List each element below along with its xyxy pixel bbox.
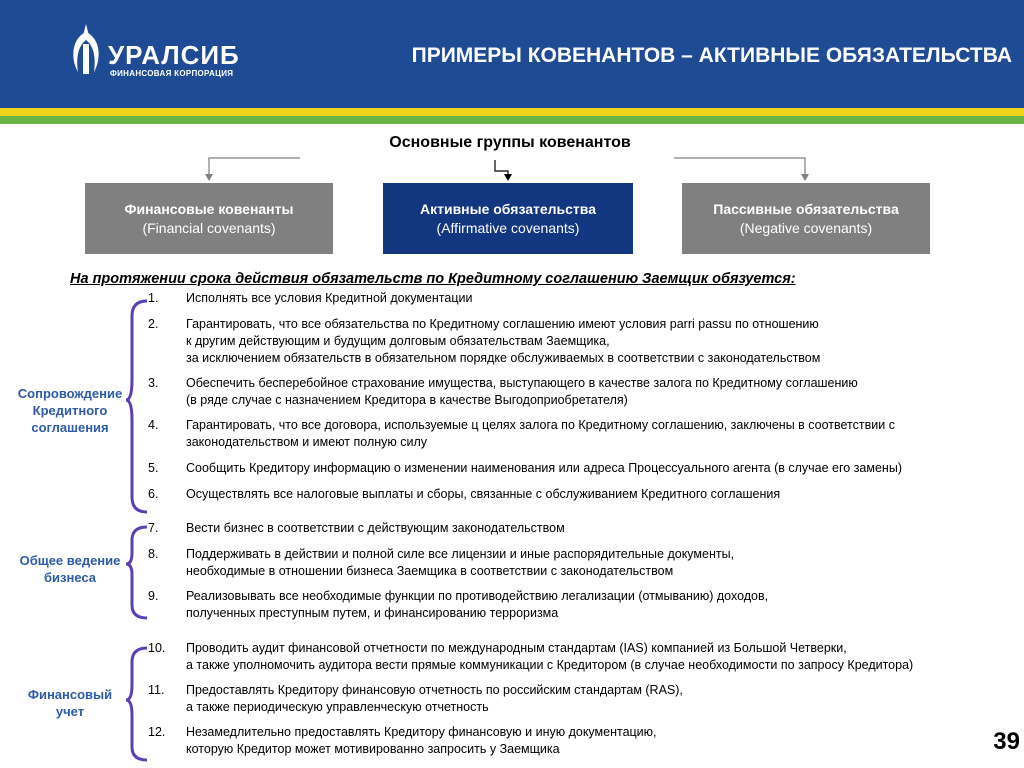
list-item-number: 11. — [148, 683, 165, 697]
group-box-financial-subtitle: (Financial covenants) — [142, 219, 276, 236]
list-item-number: 7. — [148, 521, 159, 535]
section-label-credit-support — [8, 385, 132, 436]
page-number: 39 — [993, 728, 1020, 755]
group-box-negative-subtitle: (Negative covenants) — [739, 219, 873, 236]
list-item-line: необходимые в отношении бизнеса Заемщика в соответствии с законодательством — [186, 564, 674, 578]
list-item-line: за исключением обязательств в обязательном порядке обслуживаемых в соответствии с законодательством — [186, 351, 821, 365]
list-item-number: 5. — [148, 461, 159, 475]
list-item-line: Обеспечить бесперебойное страхование имущества, выступающего в качестве залога по Кредитному соглашению — [186, 376, 858, 390]
list-item-line: а также периодическую управленческую отчетность — [186, 700, 489, 714]
section-label-line: учет — [55, 704, 85, 719]
list-item-line: к другим действующим и будущим долговым обязательствам Заемщика, — [186, 334, 610, 348]
group-box-financial-title: Финансовые ковенанты — [124, 200, 294, 217]
section-label-line: Финансовый — [27, 687, 113, 702]
list-item-line: Реализовывать все необходимые функции по противодействию легализации (отмыванию) доходов, — [186, 589, 769, 603]
section-label-financial-accounting — [8, 686, 132, 720]
groups-title: Основные группы ковенантов — [389, 134, 631, 151]
list-item-line: Осуществлять все налоговые выплаты и сборы, связанные с обслуживанием Кредитного соглашения — [186, 487, 781, 501]
logo-name: УРАЛСИБ — [108, 40, 240, 70]
group-box-negative-title: Пассивные обязательства — [713, 200, 899, 217]
section-braces — [0, 0, 160, 768]
section-label-general-business — [8, 552, 132, 586]
group-box-affirmative — [383, 183, 633, 254]
list-item-line: которую Кредитор может мотивированно запросить у Заемщика — [186, 742, 560, 756]
list-item-line: Сообщить Кредитору информацию о изменении наименования или адреса Процессуального агента (в случае его замены) — [186, 461, 902, 475]
list-item-line: законодательством и имеют полную силу — [186, 435, 428, 449]
list-item-number: 9. — [148, 589, 159, 603]
list-item-line: Исполнять все условия Кредитной документации — [186, 291, 473, 305]
list-item-line: Гарантировать, что все обязательства по Кредитному соглашению имеют условия parri passu по отношению — [186, 317, 819, 331]
section-label-line: Кредитного — [32, 403, 108, 418]
list-item-line: Поддерживать в действии и полной силе все лицензии и иные распорядительные документы, — [186, 547, 735, 561]
page-title: ПРИМЕРЫ КОВЕНАНТОВ – АКТИВНЫЕ ОБЯЗАТЕЛЬСТВА — [411, 44, 1012, 67]
list-item-line: Незамедлительно предоставлять Кредитору финансовую и иную документацию, — [186, 725, 657, 739]
list-item-number: 8. — [148, 547, 159, 561]
list-item-line: полученных преступным путем, и финансированию терроризма — [186, 606, 559, 620]
list-item-number: 12. — [148, 725, 166, 739]
obligations-intro: На протяжении срока действия обязательств по Кредитному соглашению Заемщик обязуется: — [70, 271, 796, 287]
list-item-number: 4. — [148, 418, 159, 432]
section-label-line: Общее ведение — [19, 553, 121, 568]
list-item-number: 6. — [148, 487, 159, 501]
list-item-number: 3. — [148, 376, 159, 390]
group-box-affirmative-subtitle: (Affirmative covenants) — [436, 219, 580, 236]
list-item-line: Предоставлять Кредитору финансовую отчетность по российским стандартам (RAS), — [186, 683, 683, 697]
group-box-negative — [682, 183, 930, 254]
list-item-number: 10. — [148, 641, 166, 655]
section-label-line: соглашения — [31, 420, 109, 435]
section-label-line: бизнеса — [43, 570, 96, 585]
group-box-affirmative-title: Активные обязательства — [419, 200, 596, 217]
list-item-line: (в ряде случае с назначением Кредитора в качестве Выгодоприобретателя) — [186, 393, 628, 407]
list-item-number: 1. — [148, 291, 159, 305]
list-item-line: Проводить аудит финансовой отчетности по международным стандартам (IAS) компанией из Большой Четверки, — [186, 641, 847, 655]
list-item-line: Вести бизнес в соответствии с действующим законодательством — [186, 521, 565, 535]
logo-subtitle: ФИНАНСОВАЯ КОРПОРАЦИЯ — [110, 69, 234, 78]
list-item-line: а также уполномочить аудитора вести прямые коммуникации с Кредитором (в случае необходимости по запросу Кредитора) — [186, 658, 914, 672]
list-item-line: Гарантировать, что все договора, используемые ц целях залога по Кредитному соглашению, заключены в соответствии с — [186, 418, 895, 432]
section-label-line: Сопровождение — [17, 386, 123, 401]
list-item-number: 2. — [148, 317, 159, 331]
